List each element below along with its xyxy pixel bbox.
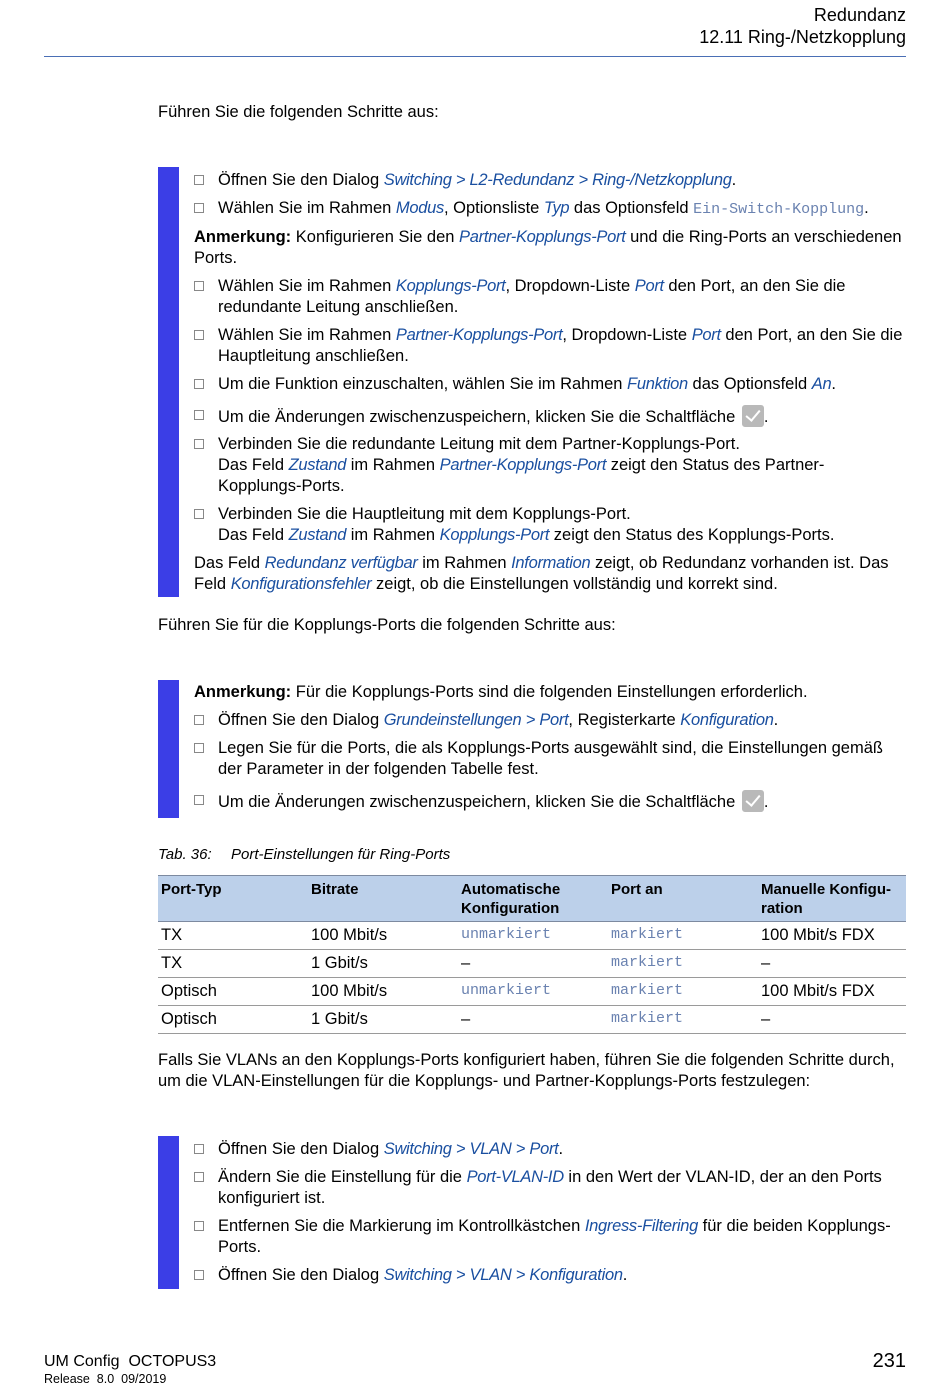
- table-row: Optisch 1 Gbit/s – markiert –: [158, 1006, 906, 1034]
- checkbox-icon: [194, 509, 204, 519]
- instruction-block-1: [194, 170, 906, 595]
- instruction-bar-2: [158, 680, 179, 818]
- column-header: Automatische Konfiguration: [458, 876, 608, 922]
- port-settings-table: [158, 875, 906, 1034]
- step-connect-redundant: Verbinden Sie die redundante Leitung mit dem Partner-Kopplungs-Port. Das Feld Zustand im Rahmen Partner-Kopplungs-Port zeigt den Status des Partner-Kopplungs-Ports.: [194, 434, 906, 497]
- section-title: 12.11 Ring-/Netzkopplung: [699, 27, 906, 47]
- checkbox-icon: [194, 1221, 204, 1231]
- step-set-port-params: Legen Sie für die Ports, die als Kopplungs-Ports ausgewählt sind, die Einstellungen gemäß der Parameter in der folgenden Tabelle fest.: [194, 738, 906, 780]
- table-caption: Tab. 36: Port-Einstellungen für Ring-Ports: [158, 846, 451, 863]
- chapter-title: Redundanz: [813, 5, 906, 25]
- instruction-bar-3: [158, 1136, 179, 1289]
- footer-release: Release 8.0 09/2019: [44, 1372, 167, 1386]
- checkbox-icon: [194, 203, 204, 213]
- step-select-type: Wählen Sie im Rahmen Modus, Optionsliste Typ das Optionsfeld Ein-Switch-Kopplung.: [194, 198, 906, 220]
- step-coupling-port: Wählen Sie im Rahmen Kopplungs-Port, Dropdown-Liste Port den Port, an den Sie die redundante Leitung anschließen.: [194, 276, 906, 318]
- page-number: 231: [872, 1350, 906, 1372]
- column-header: Manuelle Konfigu-ration: [758, 876, 906, 922]
- step-remove-ingress: Entfernen Sie die Markierung im Kontrollkästchen Ingress-Filtering für die beiden Kopplungs-Ports.: [194, 1216, 906, 1258]
- step-save-changes: Um die Änderungen zwischenzuspeichern, klicken Sie die Schaltfläche .: [194, 405, 906, 428]
- step-open-vlan-port: Öffnen Sie den Dialog Switching > VLAN > Port.: [194, 1139, 906, 1160]
- step-enable-function: Um die Funktion einzuschalten, wählen Sie im Rahmen Funktion das Optionsfeld An.: [194, 374, 906, 395]
- checkbox-icon: [194, 439, 204, 449]
- checkbox-icon: [194, 795, 204, 805]
- checkbox-icon: [194, 379, 204, 389]
- step-open-vlan-config: Öffnen Sie den Dialog Switching > VLAN > Konfiguration.: [194, 1265, 906, 1286]
- note-partner-port: Anmerkung: Konfigurieren Sie den Partner-Kopplungs-Port und die Ring-Ports an verschiedenen Ports.: [194, 228, 902, 267]
- column-header: Port-Typ: [158, 876, 308, 922]
- redundancy-info-text: Das Feld Redundanz verfügbar im Rahmen Information zeigt, ob Redundanz vorhanden ist. Das Feld Konfigurationsfehler zeigt, ob die Einstellungen vollständig und korrekt sind.: [194, 554, 889, 593]
- checkbox-icon: [194, 1144, 204, 1154]
- checkbox-icon: [194, 1270, 204, 1280]
- checkbox-icon: [194, 1172, 204, 1182]
- header-rule: [44, 56, 906, 57]
- instruction-bar-1: [158, 167, 179, 597]
- save-checkmark-icon: [742, 405, 764, 427]
- step-open-port-dialog: Öffnen Sie den Dialog Grundeinstellungen > Port, Registerkarte Konfiguration.: [194, 710, 906, 731]
- column-header: Port an: [608, 876, 758, 922]
- checkbox-icon: [194, 715, 204, 725]
- intro-paragraph-2: Führen Sie für die Kopplungs-Ports die folgenden Schritte aus:: [158, 616, 616, 634]
- note-coupling-settings: Anmerkung: Für die Kopplungs-Ports sind die folgenden Einstellungen erforderlich.: [194, 683, 808, 701]
- step-change-pvid: Ändern Sie die Einstellung für die Port-VLAN-ID in den Wert der VLAN-ID, der an den Ports konfiguriert ist.: [194, 1167, 906, 1209]
- save-checkmark-icon: [742, 790, 764, 812]
- intro-paragraph-3: Falls Sie VLANs an den Kopplungs-Ports konfiguriert haben, führen Sie die folgenden Schritte durch, um die VLAN-Einstellungen für die Kopplungs- und Partner-Kopplungs-Ports festzulegen:: [158, 1051, 895, 1090]
- menu-path: Switching > L2-Redundanz > Ring-/Netzkopplung: [383, 171, 732, 189]
- footer-document: [44, 1352, 216, 1386]
- intro-paragraph-1: Führen Sie die folgenden Schritte aus:: [158, 103, 439, 121]
- instruction-block-2: [194, 682, 906, 813]
- step-connect-main: Verbinden Sie die Hauptleitung mit dem Kopplungs-Port. Das Feld Zustand im Rahmen Kopplungs-Port zeigt den Status des Kopplungs-Ports.: [194, 504, 906, 546]
- column-header: Bitrate: [308, 876, 458, 922]
- step-partner-port: Wählen Sie im Rahmen Partner-Kopplungs-Port, Dropdown-Liste Port den Port, an den Sie die Hauptleitung anschließen.: [194, 325, 906, 367]
- table-row: TX 100 Mbit/s unmarkiert markiert 100 Mbit/s FDX: [158, 922, 906, 950]
- table-row: Optisch 100 Mbit/s unmarkiert markiert 100 Mbit/s FDX: [158, 978, 906, 1006]
- running-header: [699, 4, 906, 48]
- footer-doc-name: UM Config OCTOPUS3: [44, 1353, 217, 1370]
- checkbox-icon: [194, 743, 204, 753]
- table-row: TX 1 Gbit/s – markiert –: [158, 950, 906, 978]
- checkbox-icon: [194, 175, 204, 185]
- checkbox-icon: [194, 281, 204, 291]
- step-save-changes-2: Um die Änderungen zwischenzuspeichern, klicken Sie die Schaltfläche .: [194, 790, 906, 813]
- checkbox-icon: [194, 410, 204, 420]
- step-open-ring-dialog: Öffnen Sie den Dialog Switching > L2-Redundanz > Ring-/Netzkopplung.: [194, 170, 906, 191]
- instruction-block-3: [194, 1139, 906, 1286]
- checkbox-icon: [194, 330, 204, 340]
- table-header-row: [158, 876, 906, 922]
